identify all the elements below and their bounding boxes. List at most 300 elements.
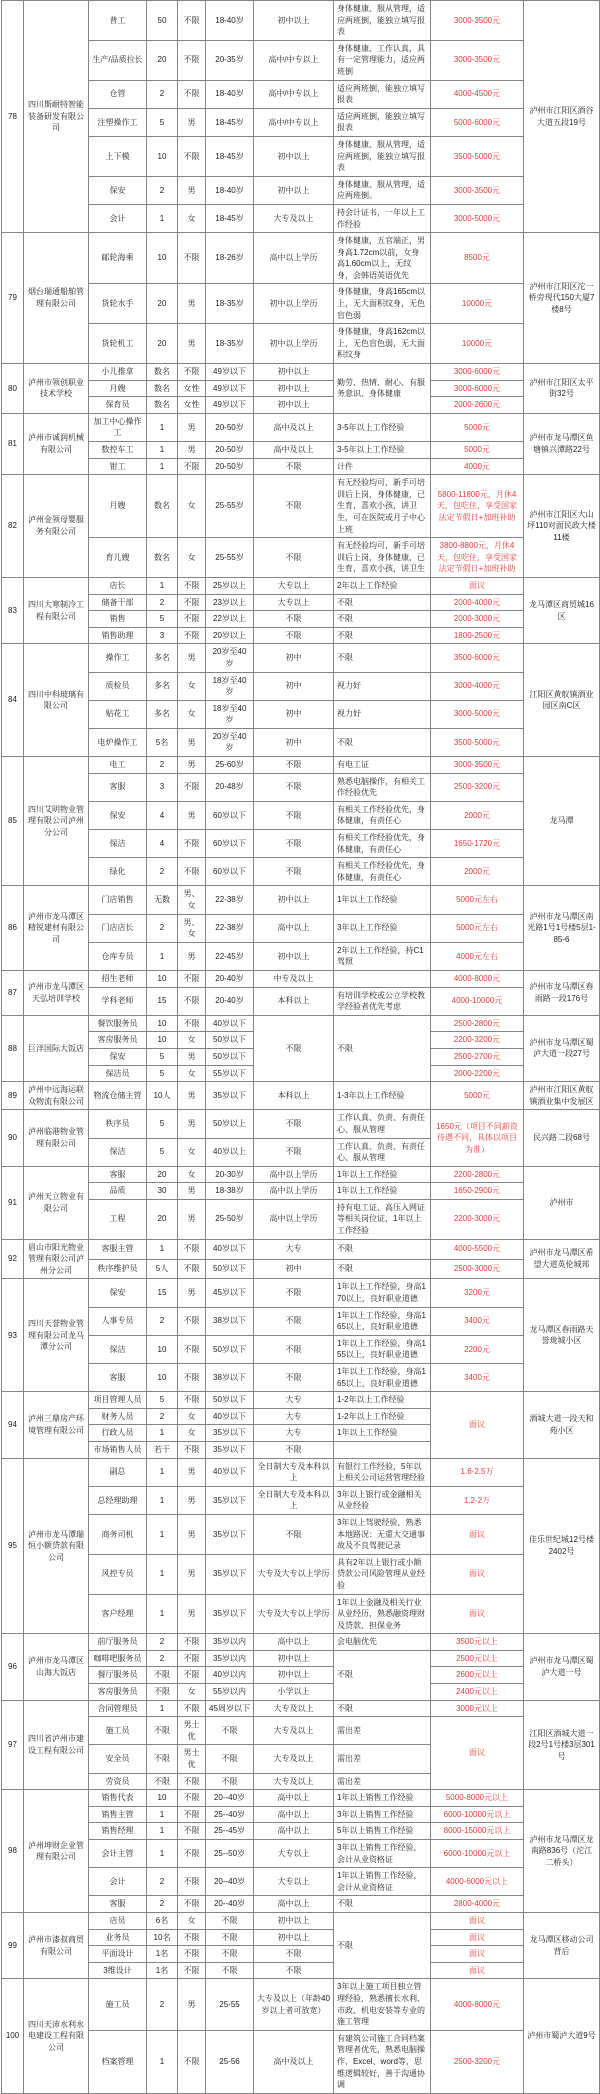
cell-salary: 8000-15000元以上 <box>431 1823 524 1840</box>
cell-position: 3维设计 <box>89 1962 147 1979</box>
job-row <box>2 627 600 644</box>
cell-address: 佳乐世纪城12号楼2402号 <box>524 1458 600 1634</box>
cell-count: 2 <box>147 914 178 942</box>
cell-age: 40岁以下 <box>206 1239 254 1259</box>
cell-education: 不限 <box>254 1514 334 1554</box>
job-row <box>2 594 600 611</box>
cell-count: 5名 <box>147 728 178 756</box>
cell-gender: 女性 <box>178 380 206 397</box>
cell-gender: 不限 <box>178 1773 206 1790</box>
cell-age: 不限 <box>206 1962 254 1979</box>
cell-age: 18-40岁 <box>206 176 254 204</box>
cell-salary: 2200-3200元 <box>431 1032 524 1049</box>
cell-requirement: 3年以上销售工作经验 <box>334 1806 431 1823</box>
cell-count: 1 <box>147 442 178 459</box>
cell-requirement: 身体健康，五官端正，男身高1.72cm以前，女身高1.60cm以上，无纹身，会韩语英语优先 <box>334 233 431 284</box>
cell-education: 初中以上 <box>254 1 334 41</box>
cell-salary: 3500-5000元 <box>431 728 524 756</box>
cell-gender: 男 <box>178 1458 206 1486</box>
cell-requirement: 持会计证书，一年以上工作经验 <box>334 204 431 232</box>
cell-count: 数名 <box>147 397 178 414</box>
cell-education: 大专以上 <box>254 594 334 611</box>
cell-requirement: 需出差 <box>334 1717 431 1745</box>
cell-count: 数名 <box>147 475 178 538</box>
cell-count: 5 <box>147 1110 178 1138</box>
cell-position: 风控专员 <box>89 1554 147 1594</box>
job-row <box>2 942 600 970</box>
cell-position: 客户经理 <box>89 1594 147 1634</box>
cell-education: 大专及以上 <box>254 1700 334 1717</box>
cell-count: 多名 <box>147 672 178 700</box>
job-row <box>2 1650 600 1667</box>
cell-age: 40岁以下 <box>206 1015 254 1032</box>
cell-count: 数名 <box>147 364 178 381</box>
job-row <box>2 80 600 108</box>
cell-education: 高中以上学历 <box>254 1183 334 1200</box>
cell-gender: 不限 <box>178 1896 206 1913</box>
cell-requirement: 不限 <box>334 728 431 756</box>
cell-gender: 男 <box>178 324 206 364</box>
cell-address: 江阳区酒城大道一段2号1号楼3层301号 <box>524 1700 600 1790</box>
cell-gender: 不限 <box>178 577 206 594</box>
cell-count: 2 <box>147 594 178 611</box>
cell-requirement: 视力好 <box>334 672 431 700</box>
cell-position: 市场销售人员 <box>89 1441 147 1458</box>
cell-education: 初中 <box>254 728 334 756</box>
cell-gender: 男 <box>178 1110 206 1138</box>
cell-count: 10 <box>147 136 178 176</box>
cell-gender: 不限 <box>178 1650 206 1667</box>
cell-count: 5 <box>147 1065 178 1082</box>
cell-company: 泸州市领创职业技术学校 <box>24 364 89 414</box>
cell-seq: 94 <box>2 1392 24 1458</box>
cell-education: 高中及以上 <box>254 413 334 441</box>
cell-requirement: 有建筑公司施工合同档案管理者优先，熟悉电脑操作，Excel、word等，思维逻辑较好，善于沟通协调 <box>334 2030 431 2093</box>
cell-salary: 4000-8000元 <box>431 1979 524 2030</box>
cell-seq: 79 <box>2 233 24 364</box>
job-row <box>2 1110 600 1138</box>
cell-age: 49岁以下 <box>206 380 254 397</box>
cell-age: 60岁以下 <box>206 830 254 858</box>
cell-salary: 1650-1720元 <box>431 830 524 858</box>
cell-address: 江阳区黄舣镇酒业园区南C区 <box>524 644 600 757</box>
cell-education: 不限 <box>254 611 334 628</box>
cell-company: 泸州市诚润机械有限公司 <box>24 413 89 474</box>
cell-gender: 不限 <box>178 1335 206 1363</box>
cell-position: 客服主管 <box>89 1239 147 1259</box>
job-row <box>2 1015 600 1032</box>
cell-address: 龙马潭 <box>524 757 600 886</box>
job-row <box>2 397 600 414</box>
cell-address: 泸州市龙马潭区希望大道英伦城邦 <box>524 1239 600 1279</box>
cell-position: 销售助理 <box>89 627 147 644</box>
cell-salary: 2000-2200元 <box>431 1065 524 1082</box>
cell-age: 20岁至40岁 <box>206 728 254 756</box>
cell-company: 巨洋国际大饭店 <box>24 1015 89 1081</box>
job-row <box>2 380 600 397</box>
cell-company: 泸州坤财企业管理有限公司 <box>24 1790 89 1913</box>
cell-count: 50 <box>147 1 178 41</box>
cell-position: 会计主管 <box>89 1840 147 1868</box>
cell-age: 35岁以下 <box>206 1594 254 1634</box>
cell-company: 四川大寒制冷工程有限公司 <box>24 577 89 643</box>
cell-seq: 90 <box>2 1110 24 1166</box>
cell-age: 20-40岁 <box>206 970 254 987</box>
job-row <box>2 1594 600 1634</box>
cell-salary: 面议 <box>431 1594 524 1634</box>
cell-requirement: 1年以上工作经验，身高170以上，良好职业道德 <box>334 1279 431 1307</box>
cell-requirement: 有无经验均可，新手可培训后上岗，身体健康，已生育，喜欢小孩，讲卫生 <box>334 538 431 578</box>
cell-gender: 男 <box>178 757 206 774</box>
cell-gender: 不限 <box>178 1946 206 1963</box>
cell-position: 操作工 <box>89 644 147 672</box>
cell-count: 10人 <box>147 1082 178 1110</box>
cell-seq: 86 <box>2 886 24 971</box>
cell-address: 泸州市江阳区太平街32号 <box>524 364 600 414</box>
cell-gender: 不限 <box>178 1634 206 1651</box>
job-row <box>2 1684 600 1701</box>
cell-position: 客服 <box>89 773 147 801</box>
cell-age: 18-38岁 <box>206 1183 254 1200</box>
cell-education: 初中以上 <box>254 886 334 914</box>
cell-position: 储备干部 <box>89 594 147 611</box>
cell-education: 高中以上 <box>254 1896 334 1913</box>
cell-position: 财务人员 <box>89 1408 147 1425</box>
cell-address: 龙马潭区商贸城16区 <box>524 577 600 643</box>
cell-education: 初中以上 <box>254 136 334 176</box>
cell-education: 本科以上 <box>254 987 334 1015</box>
job-row <box>2 1554 600 1594</box>
cell-age: 25岁以上 <box>206 577 254 594</box>
cell-age: 23岁以上 <box>206 594 254 611</box>
cell-position: 绿化 <box>89 858 147 886</box>
cell-salary: 2400元以上 <box>431 1684 524 1701</box>
cell-count: 1 <box>147 1514 178 1554</box>
cell-education: 初中以上学历 <box>254 284 334 324</box>
cell-salary: 3500-6000元 <box>431 644 524 672</box>
cell-age: 50岁以上 <box>206 1110 254 1138</box>
cell-gender: 男 <box>178 1594 206 1634</box>
cell-salary: 5000元 <box>431 1082 524 1110</box>
cell-age: 20-48岁 <box>206 773 254 801</box>
cell-requirement: 不限 <box>334 1015 431 1081</box>
cell-position: 仓管 <box>89 80 147 108</box>
cell-position: 仓库专员 <box>89 942 147 970</box>
cell-seq: 88 <box>2 1015 24 1081</box>
cell-salary: 3500-5000元 <box>431 136 524 176</box>
cell-education: 大专 <box>254 1392 334 1409</box>
cell-education: 小学以上 <box>254 1684 334 1701</box>
cell-salary: 2000元 <box>431 801 524 829</box>
cell-position: 平面设计 <box>89 1946 147 1963</box>
cell-age: 50岁以下 <box>206 1259 254 1279</box>
cell-position: 劳资员 <box>89 1773 147 1790</box>
cell-seq: 93 <box>2 1279 24 1392</box>
cell-age: 55岁以下 <box>206 1065 254 1082</box>
cell-position: 客房服务员 <box>89 1684 147 1701</box>
cell-age: 18-40岁 <box>206 80 254 108</box>
job-row <box>2 700 600 728</box>
cell-gender: 不限 <box>178 773 206 801</box>
cell-age: 20岁以上 <box>206 627 254 644</box>
cell-company: 泸州市漆叔商贸有限公司 <box>24 1912 89 1978</box>
cell-gender: 不限 <box>178 1790 206 1807</box>
cell-age: 22-38岁 <box>206 914 254 942</box>
cell-count: 2 <box>147 1650 178 1667</box>
cell-gender: 不限 <box>178 1307 206 1335</box>
cell-position: 门店销售 <box>89 886 147 914</box>
job-row <box>2 233 600 284</box>
cell-gender: 女 <box>178 475 206 538</box>
cell-gender: 男士优 <box>178 1745 206 1773</box>
cell-age: 35岁以内 <box>206 1634 254 1651</box>
cell-position: 保洁 <box>89 1138 147 1166</box>
cell-count: 1 <box>147 577 178 594</box>
cell-gender: 女性 <box>178 397 206 414</box>
cell-position: 数控车工 <box>89 442 147 459</box>
cell-education: 高中/中专以上 <box>254 40 334 80</box>
cell-salary: 10000元 <box>431 324 524 364</box>
cell-education: 不限 <box>254 1279 334 1307</box>
cell-education: 大专及以上（年龄40岁以上者可放宽） <box>254 1979 334 2030</box>
cell-seq: 89 <box>2 1082 24 1110</box>
cell-requirement: 不限 <box>334 644 431 672</box>
job-row <box>2 1667 600 1684</box>
cell-position: 保安 <box>89 1279 147 1307</box>
cell-count: 20 <box>147 1166 178 1183</box>
cell-age: 40岁以内 <box>206 1667 254 1684</box>
cell-age: 49岁以下 <box>206 397 254 414</box>
cell-gender: 女 <box>178 1684 206 1701</box>
cell-company: 泸州金领母婴服务有限公司 <box>24 475 89 578</box>
job-row <box>2 611 600 628</box>
cell-requirement: 适应两班倒，能独立填写报表 <box>334 80 431 108</box>
cell-education: 不限 <box>254 773 334 801</box>
cell-education: 初中以上 <box>254 176 334 204</box>
job-row <box>2 1279 600 1307</box>
cell-requirement: 有电工证 <box>334 757 431 774</box>
cell-requirement: 不限 <box>334 1700 431 1717</box>
cell-salary: 3000-3500元 <box>431 757 524 774</box>
cell-gender: 男 <box>178 1199 206 1239</box>
cell-company: 四川天誉物业管理有限公司龙马潭分公司 <box>24 1279 89 1392</box>
cell-requirement: 2年以上工作经验，持C1驾照 <box>334 942 431 970</box>
cell-age: 60岁以下 <box>206 801 254 829</box>
cell-position: 贴花工 <box>89 700 147 728</box>
cell-salary: 5000元 <box>431 442 524 459</box>
cell-count: 20 <box>147 284 178 324</box>
cell-education: 初中以上 <box>254 1650 334 1667</box>
cell-requirement: 持有电工证、高压入网证等相关岗位证，1年以上工作经验 <box>334 1199 431 1239</box>
job-row <box>2 1239 600 1259</box>
cell-gender: 不限 <box>178 40 206 80</box>
cell-education: 大专以上 <box>254 1840 334 1868</box>
cell-position: 客房服务员 <box>89 1032 147 1049</box>
cell-education: 高中/中专以上 <box>254 108 334 136</box>
cell-position: 销售主管 <box>89 1806 147 1823</box>
cell-salary: 3200元 <box>431 1279 524 1307</box>
cell-gender: 女 <box>178 1032 206 1049</box>
cell-count: 1 <box>147 204 178 232</box>
cell-count: 1 <box>147 1458 178 1486</box>
cell-salary: 面议 <box>431 1912 524 1929</box>
cell-age: 50岁以下 <box>206 1032 254 1049</box>
cell-count: 若干 <box>147 1441 178 1458</box>
cell-age: 18-35岁 <box>206 324 254 364</box>
cell-salary: 1650元（项目不同薪资待遇不同，具体以项目为准） <box>431 1110 524 1166</box>
cell-age: 35岁以下 <box>206 1514 254 1554</box>
cell-salary: 2500-3200元 <box>431 773 524 801</box>
cell-education: 大专及以上 <box>254 1745 334 1773</box>
cell-gender: 不限 <box>178 1823 206 1840</box>
cell-age: 25-55 <box>206 1979 254 2030</box>
cell-gender: 不限 <box>178 458 206 475</box>
cell-age: 不限 <box>206 1912 254 1929</box>
recruitment-table-body <box>2 1 600 2094</box>
cell-requirement: 1年以上工作经验 <box>334 1183 431 1200</box>
cell-education: 不限 <box>254 858 334 886</box>
job-row <box>2 108 600 136</box>
cell-education: 高中以上 <box>254 1806 334 1823</box>
cell-education: 不限 <box>254 458 334 475</box>
cell-requirement: 1年以上工作经验 <box>334 1166 431 1183</box>
cell-education: 高中/中专以上 <box>254 80 334 108</box>
cell-count: 15 <box>147 987 178 1015</box>
cell-salary: 3000元以上 <box>431 1700 524 1717</box>
cell-company: 泸州临港物业管理有限公司 <box>24 1110 89 1166</box>
cell-age: 20--40岁 <box>206 1790 254 1807</box>
cell-salary: 2500-3000元 <box>431 1259 524 1279</box>
cell-requirement: 身体健康，身高165cm以上，无大面积纹身，无色盲色弱 <box>334 284 431 324</box>
cell-requirement <box>334 970 431 987</box>
cell-requirement: 计件 <box>334 458 431 475</box>
cell-seq: 92 <box>2 1239 24 1279</box>
cell-requirement: 不限 <box>334 627 431 644</box>
cell-count: 不限 <box>147 1667 178 1684</box>
job-row <box>2 176 600 204</box>
cell-address: 泸州市龙马潭区春雨路一段176号 <box>524 970 600 1015</box>
cell-count: 5人 <box>147 1259 178 1279</box>
cell-address: 泸州市龙马潭区鱼塘镇兴潭路22号 <box>524 413 600 474</box>
cell-education: 初中以上 <box>254 1667 334 1684</box>
cell-age: 35岁以下 <box>206 1554 254 1594</box>
cell-requirement: 3年以上驾驶经验，熟悉本地路况：无重大交通事故及不良驾驶记录 <box>334 1514 431 1554</box>
cell-salary: 1.2-2万 <box>431 1486 524 1514</box>
cell-salary: 面议 <box>431 1392 524 1458</box>
job-row <box>2 1183 600 1200</box>
cell-education: 初中以上 <box>254 397 334 414</box>
cell-age: 18-45岁 <box>206 136 254 176</box>
cell-age: 22岁以上 <box>206 611 254 628</box>
cell-salary: 2200-3000元 <box>431 1199 524 1239</box>
cell-address: 泸州市江阳区沱一桥旁现代150大厦7楼8号 <box>524 233 600 364</box>
cell-requirement: 熟悉电脑操作，有相关工作经验优先 <box>334 773 431 801</box>
cell-age: 20-30岁 <box>206 1166 254 1183</box>
job-row <box>2 1806 600 1823</box>
cell-count: 10名 <box>147 1929 178 1946</box>
cell-salary: 4000-6000元以上 <box>431 1868 524 1896</box>
cell-education: 不限 <box>254 1138 334 1166</box>
cell-salary: 1.6-2.5万 <box>431 1458 524 1486</box>
cell-education: 高中以上 <box>254 1634 334 1651</box>
cell-position: 小儿推拿 <box>89 364 147 381</box>
cell-position: 总经理助理 <box>89 1486 147 1514</box>
cell-age: 20-50岁 <box>206 458 254 475</box>
cell-education: 初中 <box>254 1259 334 1279</box>
cell-salary: 2800-4000元 <box>431 1896 524 1913</box>
cell-count: 多名 <box>147 700 178 728</box>
cell-gender: 不限 <box>178 1806 206 1823</box>
cell-position: 物流仓储主管 <box>89 1082 147 1110</box>
cell-requirement: 3-5年以上工作经验 <box>334 442 431 459</box>
cell-address: 龙马潭区春雨路天誉珑城小区 <box>524 1279 600 1392</box>
cell-gender: 女 <box>178 1138 206 1166</box>
cell-education: 初中 <box>254 700 334 728</box>
cell-company: 泸州中远海运联众物流有限公司 <box>24 1082 89 1110</box>
cell-requirement: 不限 <box>334 1896 431 1913</box>
cell-salary: 3400元 <box>431 1307 524 1335</box>
cell-position: 普工 <box>89 1 147 41</box>
job-row <box>2 284 600 324</box>
cell-seq: 85 <box>2 757 24 886</box>
cell-age: 18-45岁 <box>206 108 254 136</box>
cell-age: 不限 <box>206 1745 254 1773</box>
cell-position: 项目管理人员 <box>89 1392 147 1409</box>
cell-education: 初中 <box>254 644 334 672</box>
cell-requirement: 身体健康，身高162cm以上，无色盲色弱，无大面积纹身 <box>334 324 431 364</box>
job-row <box>2 1199 600 1239</box>
cell-count: 1 <box>147 1840 178 1868</box>
cell-position: 质检员 <box>89 672 147 700</box>
cell-position: 合同管理员 <box>89 1700 147 1717</box>
cell-salary: 面议 <box>431 1717 524 1790</box>
cell-gender: 女 <box>178 700 206 728</box>
cell-gender: 不限 <box>178 1441 206 1458</box>
cell-education: 不限 <box>254 1962 334 1979</box>
cell-age: 38岁以下 <box>206 1364 254 1392</box>
job-row <box>2 1790 600 1807</box>
cell-position: 销售代表 <box>89 1790 147 1807</box>
job-row <box>2 1392 600 1409</box>
cell-salary: 2200-2800元 <box>431 1166 524 1183</box>
cell-seq: 81 <box>2 413 24 474</box>
cell-requirement: 具有2年以上银行或小额贷款公司风险管理从业经验 <box>334 1554 431 1594</box>
cell-address: 泸州市龙马潭区蜀泸大道一号 <box>524 1634 600 1700</box>
cell-salary: 3000-6000元 <box>431 380 524 397</box>
cell-gender: 男 <box>178 1279 206 1307</box>
cell-requirement: 身体健康、服从管理，适应两班倒，能独立填写报表 <box>334 1 431 41</box>
cell-salary: 3000-5000元 <box>431 700 524 728</box>
cell-age: 不限 <box>206 1929 254 1946</box>
cell-age: 35岁以内 <box>206 1650 254 1667</box>
cell-position: 档案管理 <box>89 2030 147 2093</box>
job-row <box>2 858 600 886</box>
cell-count: 数名 <box>147 380 178 397</box>
cell-count: 20 <box>147 324 178 364</box>
cell-education: 不限 <box>254 801 334 829</box>
cell-education: 高中以上学历 <box>254 1166 334 1183</box>
cell-company: 四川艾明物业管理有限公司泸州分公司 <box>24 757 89 886</box>
cell-company: 泸州三鼎房产环境管理有限公司 <box>24 1392 89 1458</box>
cell-gender: 男士优 <box>178 1717 206 1745</box>
cell-age: 35岁以下 <box>206 1441 254 1458</box>
cell-salary: 4000元左右 <box>431 942 524 970</box>
cell-address: 泸州市江阳区大山坪110对面民政大楼11楼 <box>524 475 600 578</box>
cell-gender: 女 <box>178 1912 206 1929</box>
cell-education: 本科以上 <box>254 1082 334 1110</box>
cell-position: 商务司机 <box>89 1514 147 1554</box>
cell-count: 4 <box>147 830 178 858</box>
